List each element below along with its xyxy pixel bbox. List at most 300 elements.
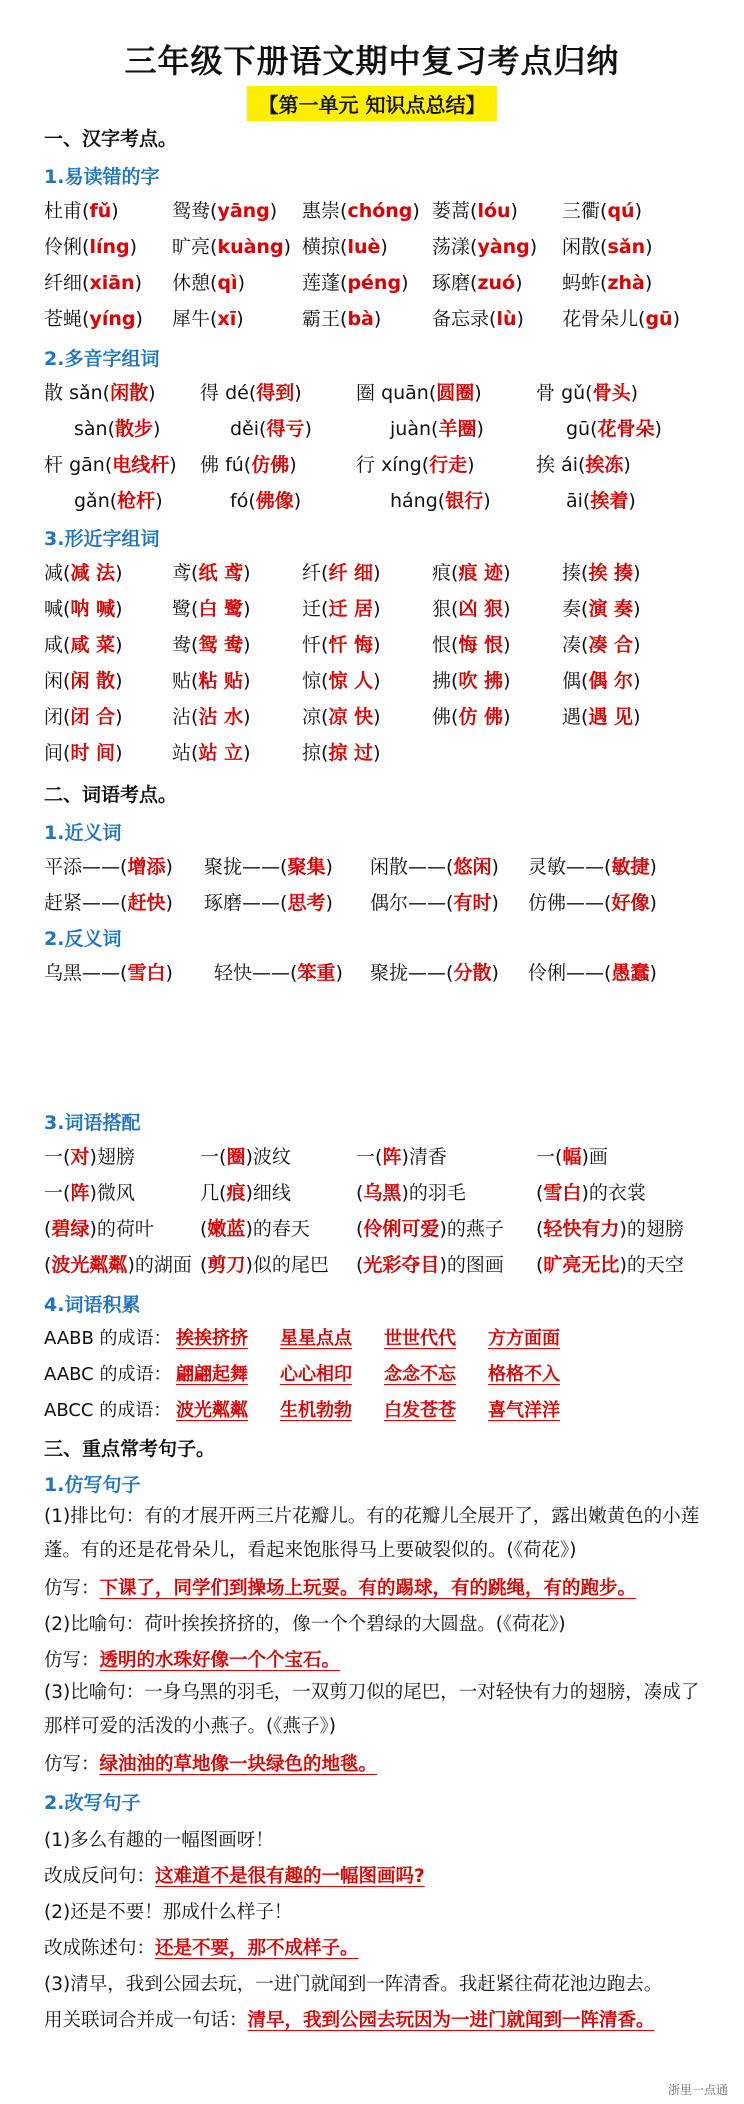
yidu-item [172, 196, 277, 223]
xingjin-item [432, 702, 510, 729]
dash: —— [252, 962, 291, 984]
duoyin-item [230, 486, 301, 513]
dash: —— [242, 856, 281, 878]
dapei-suffix: 的春天 [252, 1218, 310, 1240]
xingjin-word: 站 立 [198, 742, 244, 764]
dapei-prefix: 一 [536, 1146, 556, 1168]
paren: ( [581, 670, 589, 692]
jilei-idiom: 世世代代 [384, 1328, 456, 1349]
yidu-item [562, 196, 642, 223]
paren: ) [672, 308, 680, 330]
paren: ( [280, 856, 288, 878]
xingjin-char: 迁 [302, 598, 322, 620]
fanyi-word: 聚拢 [370, 962, 409, 984]
paren: ( [243, 454, 252, 476]
xingjin-word: 迁 居 [328, 598, 374, 620]
gaixie-a1-label: 改成反问句： [44, 1866, 156, 1887]
dapei-prefix: 几 [200, 1182, 220, 1204]
xingjin-char: 沾 [172, 706, 192, 728]
xingjin-char: 闲 [44, 670, 64, 692]
paren: ) [115, 670, 123, 692]
yidu-pinyin: zhà [607, 272, 645, 294]
paren: ( [210, 308, 218, 330]
yidu-item [44, 268, 142, 295]
duoyin-char: 行 [356, 454, 376, 476]
xingjin-word: 凑 合 [588, 634, 634, 656]
paren: ( [63, 562, 71, 584]
yidu-pinyin: kuàng [217, 236, 284, 258]
paren: ) [289, 454, 297, 476]
duoyin-pinyin: ái [561, 454, 578, 476]
xingjin-item [562, 630, 640, 657]
unit-banner-wrap [0, 86, 744, 121]
yidu-pinyin: fǔ [89, 200, 112, 222]
xingjin-item [172, 738, 250, 765]
dapei-suffix: 的图画 [446, 1254, 504, 1276]
paren: ( [82, 200, 90, 222]
xingjin-item [302, 702, 380, 729]
yidu-char: 横掠 [302, 236, 341, 258]
yidu-char: 三衢 [562, 200, 601, 222]
paren: ) [483, 490, 491, 512]
section-2-heading: 二、词语考点。 [44, 784, 178, 806]
jilei-heading: 4.词语积累 [44, 1294, 141, 1316]
paren: ( [219, 1182, 227, 1204]
xingjin-word: 凉 快 [328, 706, 374, 728]
jinyi-answer: 好像 [611, 892, 650, 914]
jinyi-item [204, 852, 333, 879]
yidu-item [44, 196, 119, 223]
paren: ( [104, 454, 113, 476]
xingjin-char: 揍 [562, 562, 582, 584]
dapei-suffix: 的衣裳 [588, 1182, 646, 1204]
paren: ( [248, 490, 256, 512]
paren: ) [304, 418, 312, 440]
paren: ( [259, 418, 267, 440]
fanyi-answer: 雪白 [127, 962, 166, 984]
xingjin-item [562, 666, 640, 693]
paren: ( [120, 962, 128, 984]
xingjin-item [302, 630, 380, 657]
paren: ( [107, 418, 116, 440]
paren: ) [633, 598, 641, 620]
duoyin-pinyin: háng [390, 490, 438, 512]
jilei-idiom: 翩翩起舞 [176, 1364, 248, 1385]
xingjin-char: 凑 [562, 634, 582, 656]
paren: ( [191, 634, 199, 656]
dapei-item [200, 1250, 329, 1277]
xingjin-char: 惊 [302, 670, 322, 692]
duoyin-item [536, 450, 631, 477]
xingjin-item [562, 702, 640, 729]
paren: ( [470, 236, 478, 258]
yidu-char: 苍蝇 [44, 308, 83, 330]
fangxie-a2-line [44, 1646, 340, 1672]
duoyin-item [566, 414, 662, 441]
paren: ) [619, 1218, 627, 1240]
fanyi-answer: 愚蠢 [611, 962, 650, 984]
xingjin-char: 掠 [302, 742, 322, 764]
jinyi-answer: 敏捷 [611, 856, 650, 878]
dapei-item [44, 1214, 154, 1241]
yidu-pinyin: yàng [477, 236, 530, 258]
paren: ( [470, 200, 478, 222]
duoyin-word: 仿佛 [251, 454, 290, 476]
gaixie-a2-line [44, 1934, 359, 1960]
paren: ) [412, 200, 420, 222]
yidu-item [44, 232, 137, 259]
paren: ) [503, 598, 511, 620]
paren: ) [89, 1218, 97, 1240]
paren: ) [245, 1218, 253, 1240]
dapei-suffix: 翅膀 [96, 1146, 135, 1168]
xingjin-word: 闭 合 [70, 706, 116, 728]
dapei-answer: 圈 [226, 1146, 246, 1168]
xingjin-char: 鹭 [172, 598, 192, 620]
paren: ) [245, 1182, 253, 1204]
paren: ) [515, 272, 523, 294]
yidu-item [44, 304, 143, 331]
yidu-char: 霸王 [302, 308, 341, 330]
gaixie-heading: 2.改写句子 [44, 1792, 141, 1814]
xingjin-char: 忏 [302, 634, 322, 656]
dash: —— [82, 962, 121, 984]
fangxie-q2: (2)比喻句：荷叶挨挨挤挤的，像一个个碧绿的大圆盘。(《荷花》) [44, 1614, 566, 1635]
paren: ( [446, 892, 454, 914]
xingjin-word: 咸 菜 [70, 634, 116, 656]
dash: —— [408, 962, 447, 984]
jinyi-answer: 悠闲 [453, 856, 492, 878]
jilei-idiom: 白发苍苍 [384, 1400, 456, 1421]
dapei-item [200, 1178, 291, 1205]
yidu-char: 备忘录 [432, 308, 490, 330]
gaixie-a2-answer: 还是不要，那不成样子。 [155, 1938, 359, 1959]
yidu-pinyin: sǎn [607, 236, 646, 258]
paren: ) [491, 892, 499, 914]
yidu-pinyin: zuó [477, 272, 516, 294]
duoyin-heading: 2.多音字组词 [44, 348, 160, 370]
duoyin-char: 散 [44, 382, 64, 404]
dapei-item [536, 1214, 684, 1241]
dapei-item [356, 1178, 466, 1205]
yidu-item [172, 304, 244, 331]
jinyi-word: 偶尔 [370, 892, 409, 914]
paren: ) [129, 236, 138, 258]
jilei-idiom: 方方面面 [488, 1328, 560, 1349]
paren: ) [243, 634, 251, 656]
paren: ) [115, 742, 123, 764]
xingjin-char: 凉 [302, 706, 322, 728]
jinyi-item [44, 852, 173, 879]
paren: ( [280, 892, 288, 914]
paren: ( [585, 382, 593, 404]
dash: —— [82, 892, 121, 914]
dapei-suffix: 似的尾巴 [252, 1254, 329, 1276]
xingjin-word: 白 鹭 [198, 598, 244, 620]
dapei-answer: 轻快有力 [543, 1218, 620, 1240]
xingjin-word: 遇 见 [588, 706, 634, 728]
duoyin-word: 花骨朵 [597, 418, 655, 440]
fanyi-heading: 2.反义词 [44, 928, 122, 950]
paren: ) [503, 670, 511, 692]
duoyin-word: 佛像 [255, 490, 294, 512]
paren: ) [325, 892, 333, 914]
fangxie-a1-answer: 下课了，同学们到操场上玩耍。有的踢球，有的跳绳，有的跑步。 [99, 1578, 637, 1599]
xingjin-char: 偶 [562, 670, 582, 692]
duoyin-word: 枪杆 [117, 490, 156, 512]
xingjin-item [432, 630, 510, 657]
jinyi-answer: 增添 [127, 856, 166, 878]
dash: —— [408, 856, 447, 878]
duoyin-pinyin: gǔ [561, 382, 586, 404]
yidu-pinyin: yāng [217, 200, 270, 222]
fanyi-item [44, 958, 173, 985]
xingjin-char: 遇 [562, 706, 582, 728]
paren: ( [210, 200, 218, 222]
yidu-char: 荡漾 [432, 236, 471, 258]
paren: ) [634, 200, 642, 222]
fanyi-item [214, 958, 343, 985]
paren: ) [491, 856, 499, 878]
yidu-item [172, 232, 291, 259]
duoyin-word: 行走 [429, 454, 468, 476]
dash: —— [242, 892, 281, 914]
xingjin-item [562, 558, 640, 585]
paren: ( [451, 706, 459, 728]
paren: ( [82, 308, 90, 330]
fangxie-q1: (1)排比句：有的才展开两三片花瓣儿。有的花瓣儿全展开了，露出嫩黄色的小莲蓬。有的还是花骨朵儿，看起来饱胀得马上要破裂似的。(《荷花》) [44, 1506, 700, 1561]
xingjin-char: 恨 [432, 634, 452, 656]
xingjin-char: 痕 [432, 562, 452, 584]
paren: ) [633, 562, 641, 584]
jinyi-word: 闲散 [370, 856, 409, 878]
yidu-pinyin: yíng [89, 308, 136, 330]
dapei-suffix: 的燕子 [446, 1218, 504, 1240]
yidu-item [432, 232, 537, 259]
duoyin-pinyin: quān [381, 382, 429, 404]
yidu-pinyin: qì [217, 272, 238, 294]
paren: ) [269, 200, 278, 222]
duoyin-word: 羊圈 [438, 418, 477, 440]
paren: ) [165, 962, 173, 984]
fanyi-word: 乌黑 [44, 962, 83, 984]
paren: ( [451, 670, 459, 692]
jilei-label: AABC 的成语： [44, 1364, 172, 1385]
xingjin-word: 偶 尔 [588, 670, 634, 692]
yidu-char: 休憩 [172, 272, 211, 294]
dapei-suffix: 画 [588, 1146, 608, 1168]
yidu-pinyin: chóng [347, 200, 413, 222]
paren: ) [491, 962, 499, 984]
duoyin-item [390, 486, 491, 513]
paren: ) [245, 1146, 253, 1168]
gaixie-a3-line [44, 2006, 655, 2032]
fanyi-answer: 笨重 [297, 962, 336, 984]
fangxie-heading: 1.仿写句子 [44, 1474, 141, 1496]
paren: ) [581, 1146, 589, 1168]
dapei-heading: 3.词语搭配 [44, 1112, 141, 1134]
dapei-prefix: 一 [356, 1146, 376, 1168]
xingjin-char: 鸢 [172, 562, 192, 584]
yidu-pinyin: péng [347, 272, 402, 294]
jinyi-word: 琢磨 [204, 892, 243, 914]
xingjin-word: 鸳 鸯 [198, 634, 244, 656]
xingjin-item [44, 738, 122, 765]
yidu-item [562, 232, 653, 259]
paren: ( [356, 1182, 364, 1204]
page-title: 三年级下册语文期中复习考点归纳 [124, 42, 620, 80]
duoyin-char: 杆 [44, 454, 64, 476]
xingjin-item [172, 630, 250, 657]
xingjin-item [44, 558, 122, 585]
paren: ) [581, 1182, 589, 1204]
paren: ) [654, 418, 662, 440]
duoyin-pinyin: fó [230, 490, 249, 512]
duoyin-item [230, 414, 312, 441]
paren: ( [590, 418, 598, 440]
dapei-suffix: 波纹 [252, 1146, 291, 1168]
paren: ) [293, 490, 302, 512]
xingjin-item [44, 594, 122, 621]
paren: ) [503, 634, 511, 656]
paren: ) [115, 706, 123, 728]
dapei-answer: 剪刀 [207, 1254, 246, 1276]
xingjin-char: 鸯 [172, 634, 192, 656]
paren: ( [321, 598, 329, 620]
duoyin-word: 挨着 [590, 490, 629, 512]
paren: ) [516, 308, 524, 330]
yidu-char: 纤细 [44, 272, 83, 294]
dapei-answer: 乌黑 [363, 1182, 402, 1204]
paren: ( [191, 742, 199, 764]
paren: ) [115, 562, 123, 584]
paren: ( [191, 706, 199, 728]
paren: ) [294, 382, 302, 404]
paren: ) [243, 598, 251, 620]
dash: —— [566, 962, 605, 984]
paren: ( [321, 706, 329, 728]
paren: ( [356, 1254, 364, 1276]
xingjin-item [172, 702, 250, 729]
paren: ( [600, 236, 608, 258]
section-1-heading: 一、汉字考点。 [44, 128, 178, 150]
fanyi-answer: 分散 [453, 962, 492, 984]
yidu-char: 莲蓬 [302, 272, 341, 294]
paren: ( [102, 382, 111, 404]
paren: ( [210, 236, 218, 258]
paren: ( [321, 562, 329, 584]
paren: ( [109, 490, 118, 512]
paren: ( [248, 382, 257, 404]
xingjin-char: 站 [172, 742, 192, 764]
paren: ( [489, 308, 497, 330]
xingjin-word: 惊 人 [328, 670, 374, 692]
paren: ( [321, 670, 329, 692]
dapei-suffix: 的天空 [626, 1254, 684, 1276]
paren: ) [439, 1218, 447, 1240]
fanyi-word: 伶俐 [528, 962, 567, 984]
paren: ( [63, 706, 71, 728]
yidu-item [172, 268, 245, 295]
yidu-item [302, 232, 388, 259]
xingjin-item [172, 558, 250, 585]
jilei-idiom: 念念不忘 [384, 1364, 456, 1385]
paren: ( [191, 598, 199, 620]
yidu-item [432, 196, 518, 223]
xingjin-item [432, 594, 510, 621]
paren: ( [63, 1146, 71, 1168]
paren: ) [439, 1254, 447, 1276]
xingjin-word: 吹 拂 [458, 670, 504, 692]
paren: ) [467, 454, 475, 476]
yidu-item [432, 268, 523, 295]
fangxie-a2-label: 仿写： [44, 1650, 100, 1671]
yidu-pinyin: lù [496, 308, 517, 330]
paren: ( [451, 562, 459, 584]
paren: ( [428, 382, 437, 404]
paren: ( [44, 1218, 52, 1240]
dapei-item [536, 1250, 684, 1277]
dash: —— [566, 892, 605, 914]
xingjin-word: 粘 贴 [198, 670, 244, 692]
paren: ( [63, 634, 71, 656]
dapei-answer: 旷亮无比 [543, 1254, 620, 1276]
xingjin-item [432, 558, 510, 585]
jinyi-answer: 思考 [287, 892, 326, 914]
dapei-answer: 幅 [562, 1146, 582, 1168]
jinyi-word: 平添 [44, 856, 83, 878]
duoyin-char: 骨 [536, 382, 556, 404]
paren: ) [401, 1182, 409, 1204]
xingjin-char: 咸 [44, 634, 64, 656]
paren: ) [373, 598, 381, 620]
paren: ) [401, 272, 409, 294]
paren: ) [89, 1182, 97, 1204]
jilei-label: AABB 的成语： [44, 1328, 172, 1349]
fangxie-a3-answer: 绿油油的草地像一块绿色的地毯。 [99, 1754, 378, 1775]
yidu-item [562, 304, 680, 331]
yidu-char: 花骨朵儿 [562, 308, 639, 330]
paren: ) [155, 490, 163, 512]
xingjin-item [44, 702, 122, 729]
fangxie-q3: (3)比喻句：一身乌黑的羽毛，一双剪刀似的尾巴，一对轻快有力的翅膀，凑成了那样可爱的活泼的小燕子。(《燕子》) [44, 1682, 700, 1737]
duoyin-char: 佛 [200, 454, 220, 476]
fangxie-a2-answer: 透明的水珠好像一个个宝石。 [99, 1650, 341, 1671]
fangxie-a1-line [44, 1574, 636, 1600]
paren: ) [243, 706, 251, 728]
duoyin-word: 骨头 [592, 382, 631, 404]
paren: ) [401, 1146, 409, 1168]
paren: ) [503, 562, 511, 584]
paren: ( [581, 634, 589, 656]
duoyin-pinyin: fú [225, 454, 244, 476]
paren: ( [581, 562, 589, 584]
paren: ( [604, 892, 612, 914]
duoyin-word: 散步 [115, 418, 154, 440]
jinyi-item [528, 852, 657, 879]
xingjin-word: 痕 迹 [458, 562, 504, 584]
paren: ) [649, 962, 657, 984]
duoyin-item [74, 414, 160, 441]
paren: ( [63, 598, 71, 620]
dapei-answer: 阵 [382, 1146, 402, 1168]
xingjin-char: 减 [44, 562, 64, 584]
paren: ) [529, 236, 538, 258]
paren: ) [283, 236, 291, 258]
paren: ) [127, 1254, 135, 1276]
jinyi-item [528, 888, 657, 915]
paren: ( [581, 598, 589, 620]
